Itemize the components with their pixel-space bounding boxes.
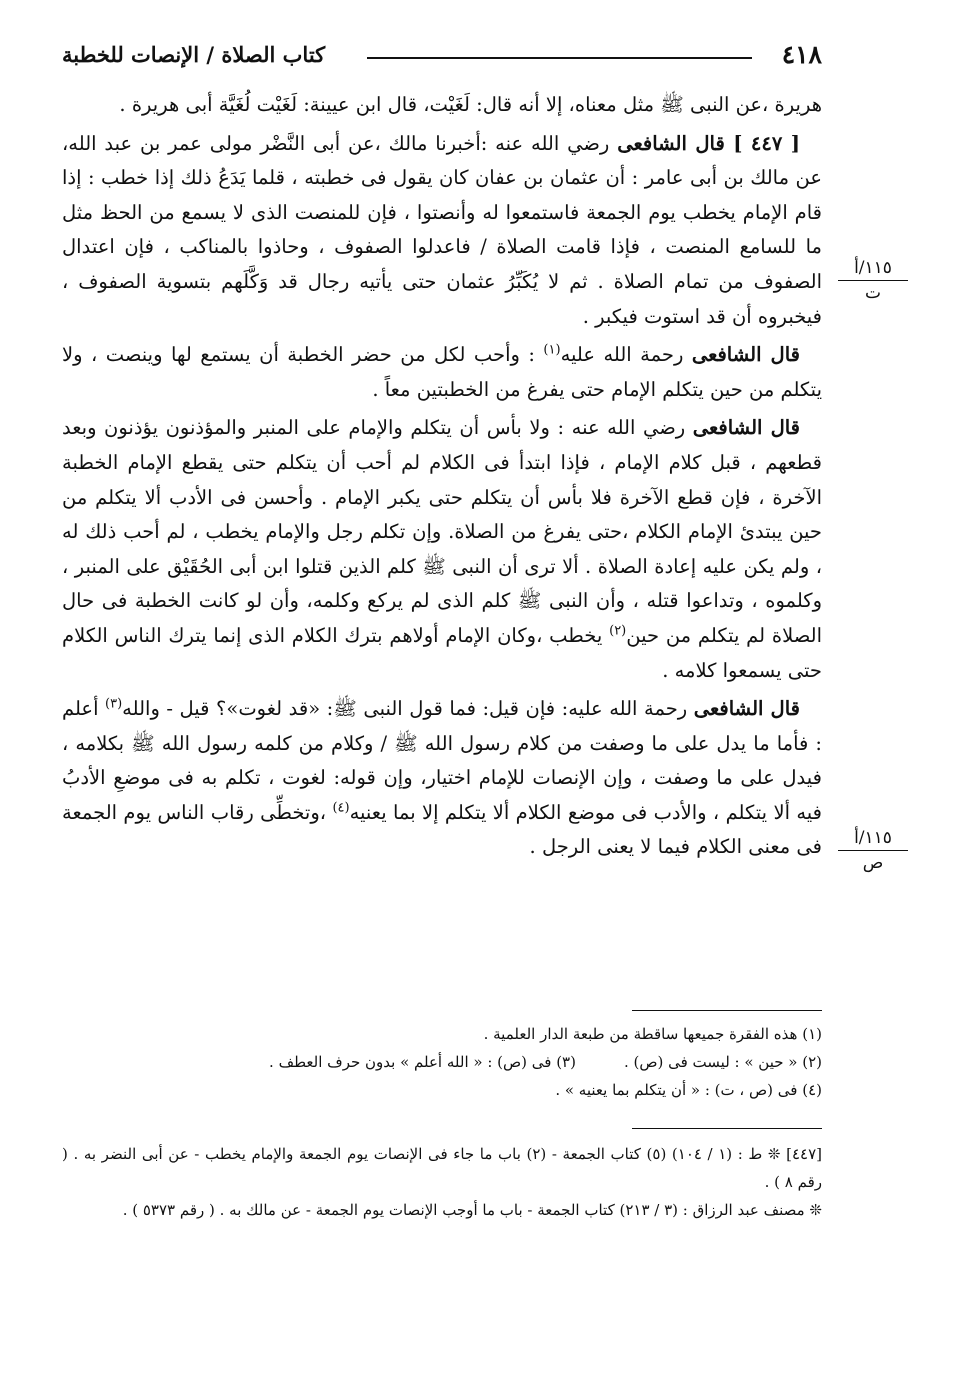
paragraph-text: يخطب ،وكان الإمام أولاهم بترك الكلام الذى إنما يترك الناس الكلام حتى يسمعوا كلامه . [62,623,822,682]
margin-note-manuscript: ص [862,853,884,873]
paragraph-text: ،وتخطِّى رقاب الناس يوم الجمعة فى معنى الكلام فيما لا يعنى الرجل . [62,800,822,859]
running-title: كتاب الصلاة / الإنصات للخطبة [62,42,326,67]
margin-note-number: ١١٥/أ [838,258,908,281]
footnote-text: (٣) فى (ص) : « الله أعلم » بدون حرف العطف . [269,1053,576,1071]
footnote-rule [632,1010,822,1011]
margin-note-number: ١١٥/أ [838,828,908,851]
paragraph-text: أعلم : فأما ما يدل على ما وصفت من كلام رسول الله ﷺ / وكلام من كلمه رسول الله ﷺ بكلامه ، فيدل على ما وصفت ، وإن الإنصات للإمام اختيار، وإن قوله: لغوت ، تكلم به فى موضعِ الأدبُ فيه ألا يتكلم ، والأدب فى موضع الكلام ألا يتكلم إلا بما يعنيه [62,697,822,824]
margin-note-manuscript: ت [864,283,881,303]
paragraph [62,338,822,407]
paragraph-text: رحمة الله عليه: فإن قيل: فما قول النبى ﷺ: «قد لغوت»؟ قيل - والله [122,697,694,721]
paragraph-lead: [ ٤٤٧ ] قال الشافعى [617,131,801,155]
paragraph-lead: قال الشافعى [692,416,800,440]
paragraph [62,411,822,688]
margin-note [838,258,908,303]
footnote-text: (٢) « حين » : ليست فى (ص) . [623,1053,822,1071]
footnote-marker: (٣) [105,696,123,712]
footnote-marker: (١) [543,342,561,358]
footnote [62,1020,822,1048]
paragraph-lead: قال الشافعى [693,697,800,721]
paragraph-text: : وأحب لكل من حضر الخطبة أن يستمع لها وينصت ، ولا يتكلم من حين يتكلم الإمام حتى يفرغ من الخطبتين معاً . [62,343,822,401]
paragraph [62,88,822,123]
margin-note [838,828,908,873]
paragraph [62,692,822,865]
reference: ❊ مصنف عبد الرزاق : (٣ / ٢١٣) كتاب الجمعة - باب ما أوجب الإنصات يوم الجمعة - عن مالك به . ( رقم ٥٣٧٣ ) . [122,1201,822,1219]
footnotes [62,1020,822,1104]
footnote [62,1076,822,1104]
paragraph-text: رحمة الله عليه [560,343,692,367]
header-rule [367,57,752,59]
footnote-text: (١) هذه الفقرة جميعها ساقطة من طبعة الدار العلمية . [483,1025,822,1043]
footnote-row [62,1048,822,1076]
page-header [62,40,822,74]
source-references [62,1140,822,1224]
paragraph-text: رضي الله عنه :أخبرنا مالك ،عن أبى النَّضْر مولى عمر بن عبد الله، عن مالك بن أبى عامر : أن عثمان بن عفان كان يقول فى خطبته ، قلما يَدَعُ ذلك إذا خطب : إذا قام الإمام يخطب يوم الجمعة فاستمعوا له وأنصتوا ، فإن للمنصت الذى لا يسمع من الحظ مثل ما للسامع المنصت ، فإذا قامت الصلاة / فاعدلوا الصفوف ، وحاذوا بالمناكب ، فإن اعتدال الصفوف من تمام الصلاة . ثم لا يُكَبِّرُ عثمان حتى يأتيه رجال قد وَكَّلَهم بتسوية الصفوف ، فيخبروه أن قد استوت فيكبر . [62,131,822,328]
footnote-text: (٤) فى (ص ، ت) : « أن يتكلم بما يعنيه » . [555,1081,822,1099]
paragraph [62,127,822,335]
main-text [62,88,822,869]
paragraph-lead: قال الشافعى [691,343,800,367]
footnote-marker: (٤) [332,800,350,816]
reference: [٤٤٧] ❊ ط : (١ / ١٠٤) (٥) كتاب الجمعة - (٢) باب ما جاء فى الإنصات يوم الجمعة والإمام يخطب - عن أبى النضر به . ( رقم ٨ ) . [62,1145,822,1191]
page-number: ٤١٨ [781,40,822,69]
paragraph-text: هريرة ،عن النبى ﷺ مثل معناه، إلا أنه قال: لَغَيْت، قال ابن عيينة: لَغَيْت لُغَيَّة أبى هريرة . [119,93,822,116]
paragraph-text: رضي الله عنه : ولا بأس أن يتكلم والإمام على المنبر والمؤذنون يؤذنون وبعد قطعهم ، قبل كلام الإمام ، فإذا ابتدأ فى الكلام لم أحب أن يتكلم حتى يقطع الإمام الخطبة الآخرة ، فإن قطع الآخرة فلا بأس أن يتكلم حتى يكبر الإمام . وأحسن فى الأدب ألا يتكلم من حين يبتدئ الإمام الكلام ،حتى يفرغ من الصلاة. وإن تكلم رجل والإمام يخطب ، لم أحب ذلك له ، ولم يكن عليه إعادة الصلاة . ألا ترى أن النبى ﷺ كلم الذين قتلوا ابن أبى الحُقَيْق على المنبر ، وكلموه ، وتداعوا قتله ، وأن النبى ﷺ كلم الذى لم يركع وكلمه، وأن لو كانت الخطبة فى حال الصلاة لم يتكلم من حين [62,416,823,647]
footnote-marker: (٢) [609,623,627,639]
references-rule [632,1128,822,1129]
